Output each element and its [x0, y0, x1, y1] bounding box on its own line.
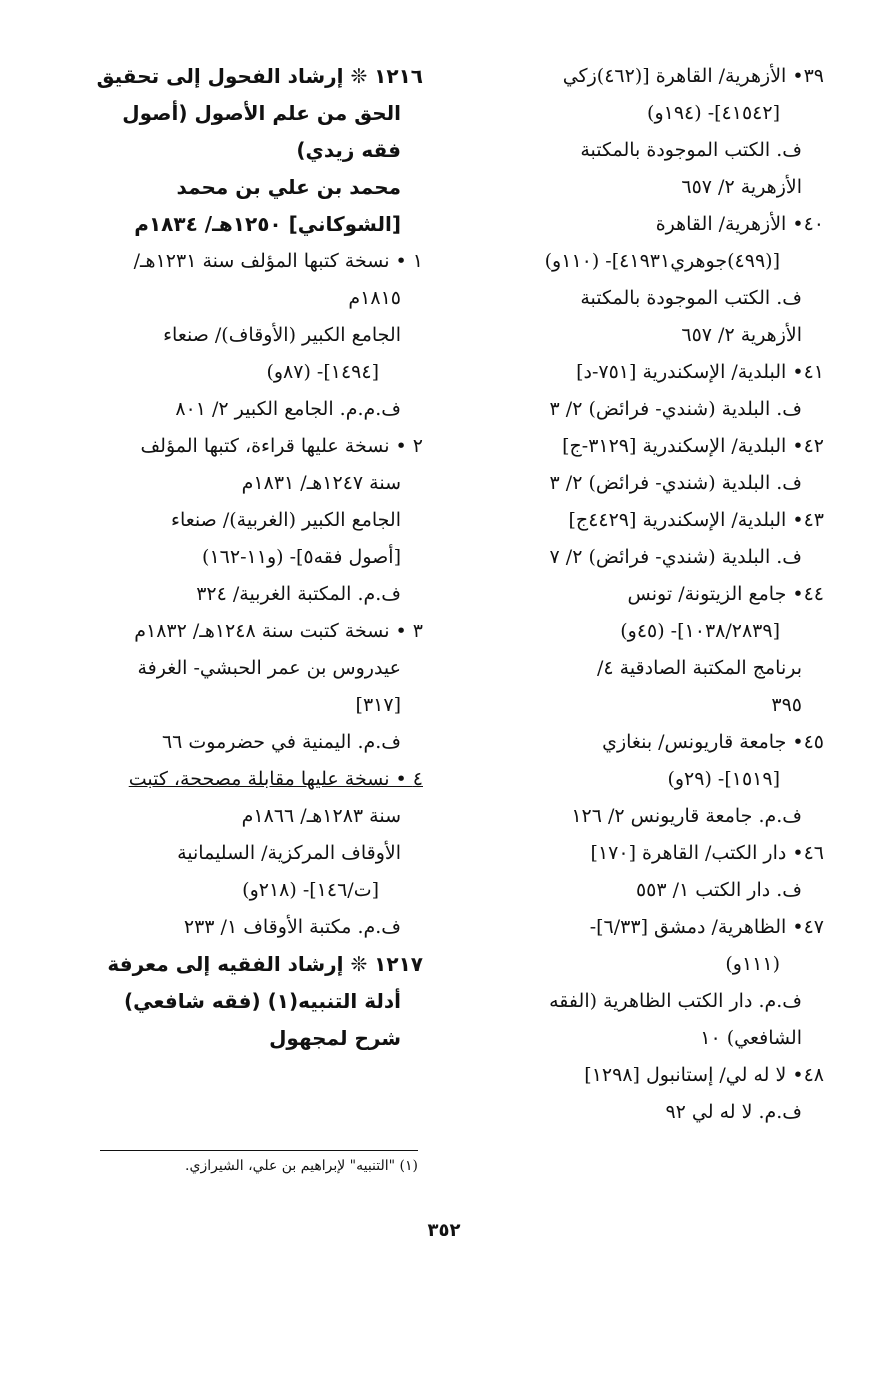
text-line: [٣١٧] [355, 694, 401, 716]
text-line: ٣٩• الأزهرية/ القاهرة [(٤٦٢)زكي [562, 65, 824, 87]
text-line: ٤١• البلدية/ الإسكندرية [٧٥١-د] [576, 361, 824, 383]
text-line: [١٤٩٤]- (٨٧و) [266, 361, 379, 383]
text-line: ١ • نسخة كتبها المؤلف سنة ١٢٣١هـ/ [133, 250, 423, 272]
right-column [462, 58, 824, 1131]
text-line: سنة ١٢٤٧هـ/ ١٨٣١م [241, 472, 401, 494]
text-line: ١٨١٥م [348, 287, 401, 309]
text-line: [٤١٥٤٢]- (١٩٤و) [647, 102, 780, 124]
text-line: الجامع الكبير (الأوقاف)/ صنعاء [163, 324, 401, 346]
author-name: شرح لمجهول [269, 1026, 401, 1050]
text-line: ف. الكتب الموجودة بالمكتبة [580, 139, 802, 161]
text-line: عيدروس بن عمر الحبشي- الغرفة [137, 657, 401, 679]
footnote-divider [100, 1150, 418, 1151]
text-line: ف.م. مكتبة الأوقاف ١/ ٢٣٣ [183, 916, 401, 938]
text-line: ٣٩٥ [771, 694, 802, 716]
text-line: ف. الكتب الموجودة بالمكتبة [580, 287, 802, 309]
text-line: [(٤٩٩)جوهري٤١٩٣١]- (١١٠و) [544, 250, 780, 272]
text-line: [١٥١٩]- (٢٩و) [667, 768, 780, 790]
text-line: الأزهرية ٢/ ٦٥٧ [681, 324, 802, 346]
text-line: ف.م.م. الجامع الكبير ٢/ ٨٠١ [175, 398, 401, 420]
text-line: [ت/١٤٦]- (٢١٨و) [242, 879, 379, 901]
text-line: ف. البلدية (شندي- فرائض) ٢/ ٧ [549, 546, 802, 568]
text-line: [١٠٣٨/٢٨٣٩]- (٤٥و) [620, 620, 780, 642]
text-line: ف. البلدية (شندي- فرائض) ٢/ ٣ [549, 472, 802, 494]
entry-title: فقه زيدي) [296, 138, 401, 162]
text-line: ٤٦• دار الكتب/ القاهرة [١٧٠] [590, 842, 824, 864]
text-line: ٤٣• البلدية/ الإسكندرية [٤٤٢٩ج] [568, 509, 824, 531]
text-line: الشافعي) ١٠ [700, 1027, 802, 1049]
text-line: ف.م. لا له لي ٩٢ [665, 1101, 802, 1123]
author-name: [الشوكاني] ١٢٥٠هـ/ ١٨٣٤م [134, 212, 401, 236]
text-line: ف.م. المكتبة الغربية/ ٣٢٤ [196, 583, 401, 605]
text-line: الأزهرية ٢/ ٦٥٧ [681, 176, 802, 198]
text-line: الجامع الكبير (الغربية)/ صنعاء [171, 509, 401, 531]
text-line: ف. البلدية (شندي- فرائض) ٢/ ٣ [549, 398, 802, 420]
text-line: ٤٢• البلدية/ الإسكندرية [٣١٢٩-ج] [562, 435, 824, 457]
entry-title: ١٢١٦ ❊ إرشاد الفحول إلى تحقيق [96, 64, 423, 88]
text-line: ٤٧• الظاهرية/ دمشق [٦/٣٣]- [589, 916, 824, 938]
text-line: ٤٠• الأزهرية/ القاهرة [655, 213, 824, 235]
text-line: ف.م. اليمنية في حضرموت ٦٦ [161, 731, 401, 753]
entry-title: أدلة التنبيه(١) (فقه شافعي) [124, 989, 401, 1013]
text-line: ف.م. جامعة قاريونس ٢/ ١٢٦ [571, 805, 802, 827]
text-line: برنامج المكتبة الصادقية ٤/ [596, 657, 802, 679]
page-number: ٣٥٢ [427, 1220, 461, 1241]
entry-title: ١٢١٧ ❊ إرشاد الفقيه إلى معرفة [107, 952, 423, 976]
entry-title: الحق من علم الأصول (أصول [122, 101, 401, 125]
text-line: (١١١و) [725, 953, 780, 975]
text-line: ف. دار الكتب ١/ ٥٥٣ [635, 879, 802, 901]
left-column [78, 58, 423, 1057]
text-line: ٣ • نسخة كتبت سنة ١٢٤٨هـ/ ١٨٣٢م [134, 620, 423, 642]
text-line: ٤ • نسخة عليها مقابلة مصححة، كتبت [128, 768, 423, 790]
text-line: ٤٥• جامعة قاريونس/ بنغازي [602, 731, 824, 753]
author-name: محمد بن علي بن محمد [176, 175, 401, 199]
text-line: ٤٨• لا له لي/ إستانبول [١٢٩٨] [584, 1064, 824, 1086]
footnote: (١) "التنبيه" لإبراهيم بن علي، الشيرازي. [185, 1158, 418, 1174]
text-line: الأوقاف المركزية/ السليمانية [177, 842, 401, 864]
text-line: [أصول فقه٥]- (و١١-١٦٢) [202, 546, 401, 568]
text-line: ف.م. دار الكتب الظاهرية (الفقه [549, 990, 802, 1012]
text-line: سنة ١٢٨٣هـ/ ١٨٦٦م [241, 805, 401, 827]
text-line: ٢ • نسخة عليها قراءة، كتبها المؤلف [140, 435, 423, 457]
text-line: ٤٤• جامع الزيتونة/ تونس [627, 583, 824, 605]
